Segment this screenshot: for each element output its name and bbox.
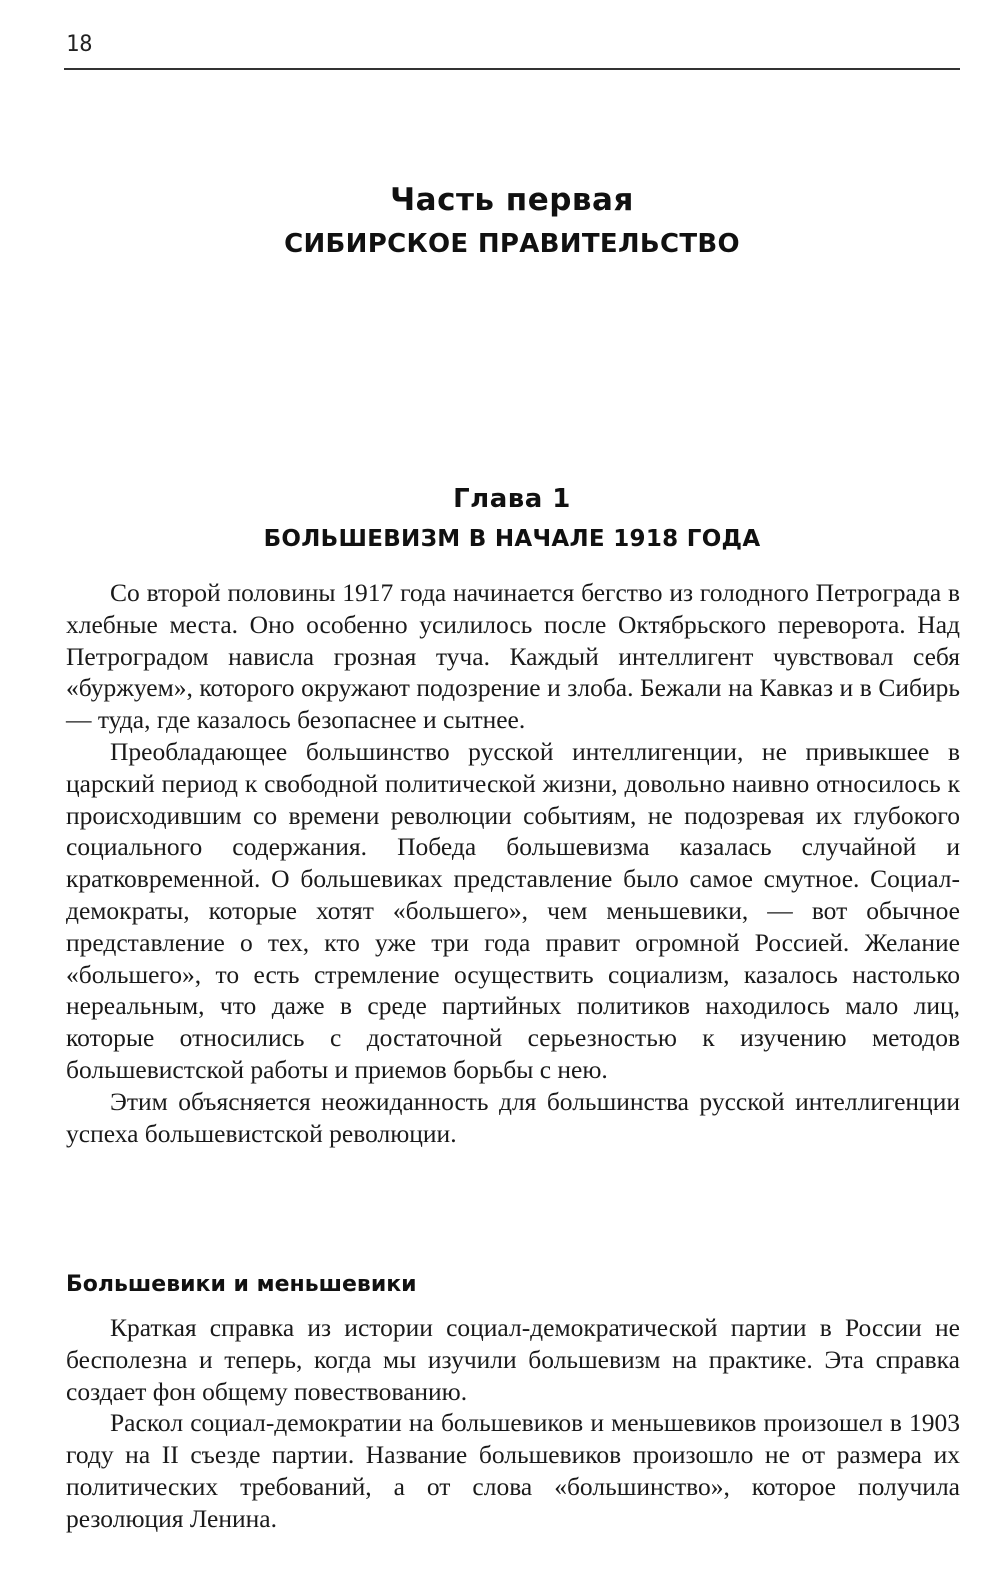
section-body [66, 1312, 960, 1535]
section-paragraph: Раскол социал-демократии на большевиков и меньшевиков произошел в 1903 году на II съезде партии. Название большевиков произошло не от размера их политических требований, а от слова «большинство», которое получила резолюция Ленина. [66, 1408, 960, 1533]
section-heading: Большевики и меньшевики [66, 1272, 417, 1297]
part-title: СИБИРСКОЕ ПРАВИТЕЛЬСТВО [284, 229, 740, 259]
chapter-paragraph: Преобладающее большинство русской интеллигенции, не привыкшее в царский период к свободной политической жизни, довольно наивно относилось к происходившим со времени революции событиям, не подозревая их глубокого социального содержания. Победа большевизма казалась случайной и кратковременной. О большевиках представление было самое смутное. Социал-демократы, которые хотят «большего», чем меньшевики, — вот обычное представление о тех, кто уже три года правит огромной Россией. Желание «большего», то есть стремление осуществить социализм, казалось настолько нереальным, что даже в среде партийных политиков находилось мало лиц, которые относились с достаточной серьезностью к изучению методов большевистской работы и приемов борьбы с нею. [66, 736, 960, 1084]
chapter-heading: Глава 1 [453, 484, 571, 514]
page-number: 18 [66, 32, 93, 57]
chapter-paragraph: Со второй половины 1917 года начинается бегство из голодного Петрограда в хлебные места. Оно особенно усилилось после Октябрьского переворота. Над Петроградом нависла грозная туча. Каждый интеллигент чувствовал себя «буржуем», которого окружают подозрение и злоба. Бежали на Кавказ и в Сибирь — туда, где казалось безопаснее и сытнее. [66, 578, 960, 735]
header-rule [64, 68, 960, 70]
section-paragraph: Краткая справка из истории социал-демократической партии в России не бесполезна и теперь, когда мы изучили большевизм на практике. Эта справка создает фон общему повествованию. [66, 1313, 960, 1406]
chapter-body [66, 577, 960, 1149]
part-heading: Часть первая [390, 182, 634, 218]
chapter-title: БОЛЬШЕВИЗМ В НАЧАЛЕ 1918 ГОДА [263, 526, 761, 552]
chapter-paragraph: Этим объясняется неожиданность для большинства русской интеллигенции успеха большевистской революции. [66, 1086, 960, 1148]
